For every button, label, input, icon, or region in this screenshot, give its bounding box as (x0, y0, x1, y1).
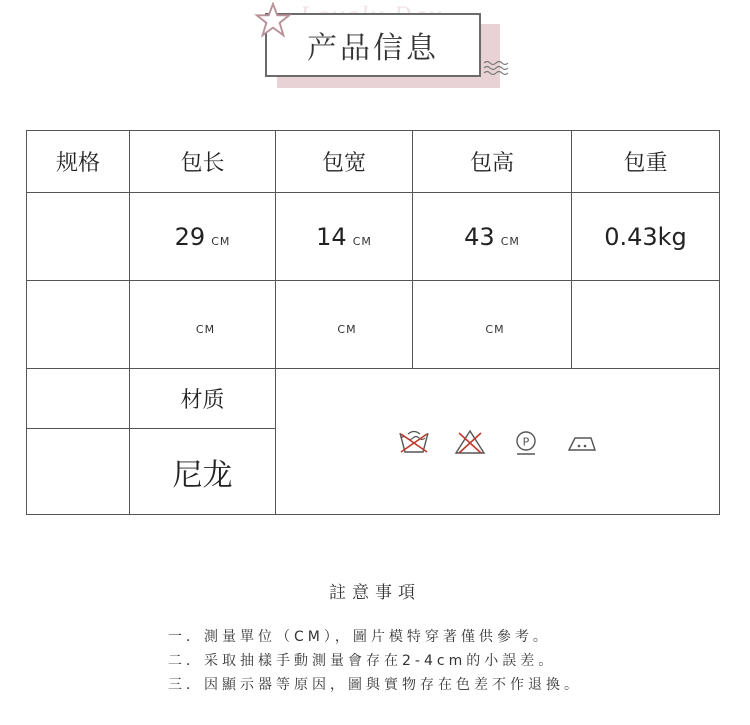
weight-cell (572, 193, 720, 281)
width-cell (276, 281, 413, 369)
length-cell (130, 281, 276, 369)
page-title: 产品信息 (307, 31, 439, 66)
table-header-row (27, 131, 720, 193)
table-row (27, 281, 720, 369)
wave-icon (482, 58, 510, 76)
no-bleach-icon (453, 428, 487, 456)
hand-wash-icon (397, 428, 431, 456)
svg-text:P: P (522, 435, 529, 448)
header-size: 规格 (27, 131, 130, 193)
size-cell (27, 281, 130, 369)
header-length: 包长 (130, 131, 276, 193)
unit-label: CM (352, 234, 372, 248)
height-cell (413, 193, 572, 281)
care-icons (276, 428, 719, 456)
unit-label: CM (211, 234, 231, 248)
length-value: 29 (174, 222, 206, 251)
note-item: 二．采取抽樣手動測量會存在2-4cm的小誤差。 (168, 653, 557, 669)
width-cell (276, 193, 413, 281)
note-item: 一．測量單位（CM），圖片模特穿著僅供參考。 (168, 629, 551, 645)
unit-label: CM (500, 234, 520, 248)
length-cell (130, 193, 276, 281)
unit-label: CM (195, 322, 216, 336)
table-row (27, 193, 720, 281)
header-height: 包高 (413, 131, 572, 193)
unit-label: CM (485, 322, 505, 336)
material-label: 材质 (130, 369, 276, 429)
star-icon (254, 2, 292, 40)
size-cell (27, 193, 130, 281)
title-badge (265, 13, 481, 77)
iron-icon (565, 428, 599, 456)
header-width: 包宽 (276, 131, 413, 193)
dry-clean-p-icon (509, 428, 543, 456)
header-weight: 包重 (572, 131, 720, 193)
material-blank-cell (27, 369, 130, 429)
care-icons-cell (276, 369, 720, 515)
note-item: 三．因顯示器等原因，圖與實物存在色差不作退換。 (168, 677, 582, 693)
material-row (27, 369, 720, 429)
notes-title: 註意事項 (329, 583, 421, 603)
height-value: 43 (464, 222, 495, 251)
material-value: 尼龙 (130, 429, 276, 515)
spec-table (26, 130, 720, 515)
weight-value: 0.43kg (604, 222, 687, 251)
height-cell (413, 281, 572, 369)
width-value: 14 (316, 222, 347, 251)
unit-label: CM (337, 322, 357, 336)
material-blank-cell (27, 429, 130, 515)
weight-cell (572, 281, 720, 369)
